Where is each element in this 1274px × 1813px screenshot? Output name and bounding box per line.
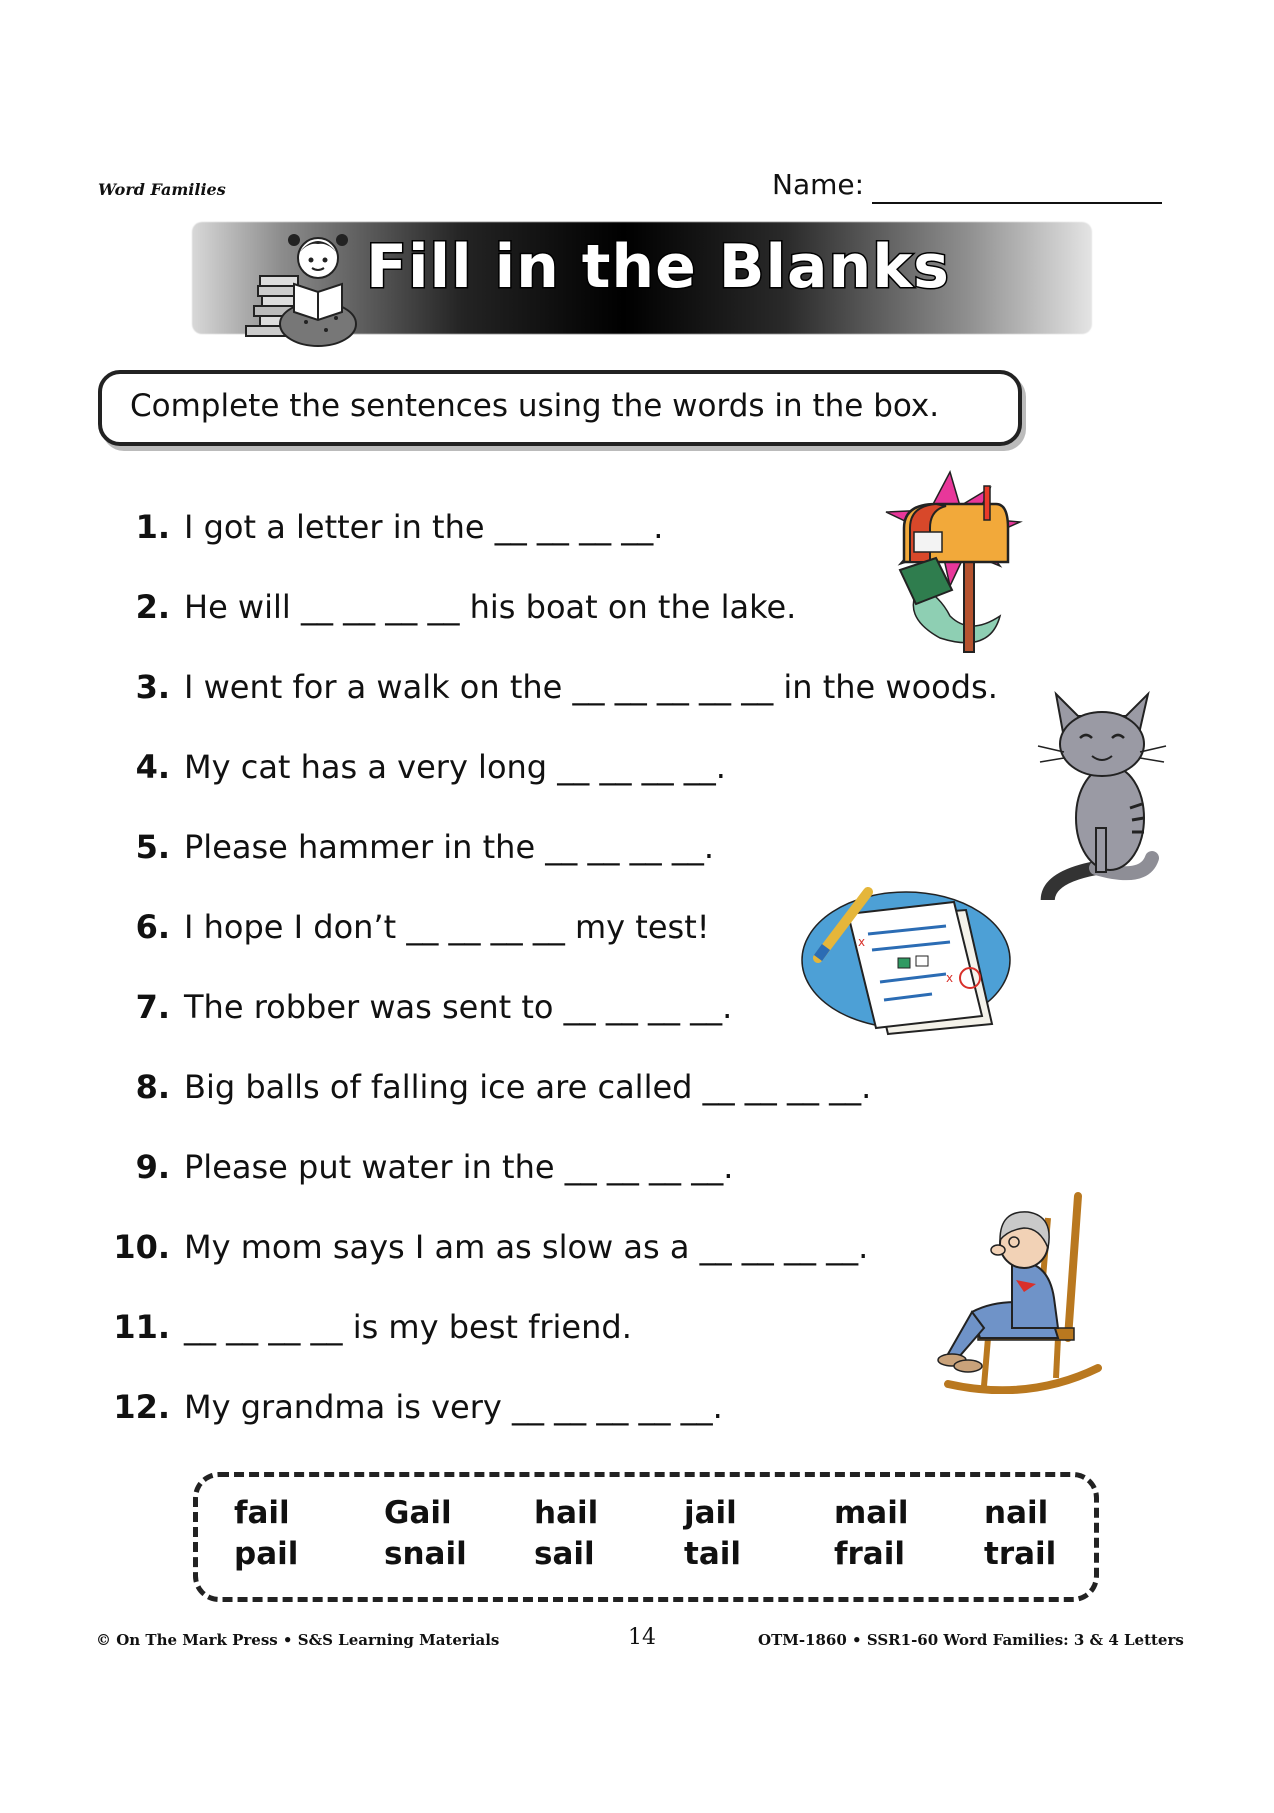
question-8 — [108, 1068, 871, 1106]
cat-illustration — [1034, 668, 1170, 900]
question-11 — [108, 1308, 632, 1346]
word-bank-word: hail — [534, 1495, 599, 1531]
word-bank-word: frail — [834, 1536, 905, 1572]
question-5 — [108, 828, 714, 866]
question-1 — [108, 508, 663, 546]
question-text: I went for a walk on the __ __ __ __ __ in the woods. — [184, 668, 998, 706]
reading-girl-illustration — [236, 214, 376, 350]
name-line — [872, 202, 1162, 204]
question-number: 3. — [135, 668, 170, 706]
page-number: 14 — [628, 1625, 656, 1650]
question-text: I got a letter in the __ __ __ __. — [184, 508, 664, 546]
word-bank-box — [193, 1472, 1099, 1602]
question-4 — [108, 748, 726, 786]
question-number: 6. — [135, 908, 170, 946]
question-number: 7. — [135, 988, 170, 1026]
question-text: He will __ __ __ __ his boat on the lake. — [184, 588, 797, 626]
word-bank-word: trail — [984, 1536, 1057, 1572]
word-bank-word: Gail — [384, 1495, 452, 1531]
word-bank-word: sail — [534, 1536, 595, 1572]
word-bank-word: jail — [684, 1495, 737, 1531]
question-number: 5. — [135, 828, 170, 866]
word-bank-word: tail — [684, 1536, 741, 1572]
svg-text:x: x — [858, 935, 866, 949]
question-text: Please put water in the __ __ __ __. — [184, 1148, 734, 1186]
question-number: 11. — [113, 1308, 170, 1346]
question-text: Please hammer in the __ __ __ __. — [184, 828, 714, 866]
question-6 — [108, 908, 710, 946]
svg-text:x: x — [946, 971, 954, 985]
word-bank-word: fail — [234, 1495, 290, 1531]
question-text: Big balls of falling ice are called __ __ __ __. — [184, 1068, 872, 1106]
word-bank-word: snail — [384, 1536, 467, 1572]
question-number: 2. — [135, 588, 170, 626]
question-text: My grandma is very __ __ __ __ __. — [184, 1388, 723, 1426]
question-number: 9. — [135, 1148, 170, 1186]
page-title: Fill in the Blanks — [366, 232, 950, 302]
footer-product-code: OTM-1860 • SSR1-60 Word Families: 3 & 4 Letters — [758, 1631, 1184, 1649]
instructions-text: Complete the sentences using the words in the box. — [130, 388, 940, 424]
subject-label: Word Families — [98, 180, 226, 199]
mailbox-illustration — [880, 466, 1030, 656]
question-number: 1. — [135, 508, 170, 546]
word-bank-word: nail — [984, 1495, 1049, 1531]
footer-publisher: © On The Mark Press • S&S Learning Materials — [96, 1631, 500, 1649]
question-2 — [108, 588, 796, 626]
name-label: Name: — [772, 168, 865, 201]
question-10 — [108, 1228, 868, 1266]
question-text: The robber was sent to __ __ __ __. — [184, 988, 733, 1026]
graded-test-illustration — [796, 878, 1016, 1038]
question-text: I hope I don’t __ __ __ __ my test! — [184, 908, 710, 946]
question-7 — [108, 988, 732, 1026]
question-number: 8. — [135, 1068, 170, 1106]
question-text: __ __ __ __ is my best friend. — [184, 1308, 632, 1346]
grandma-rocking-chair-illustration — [928, 1188, 1118, 1394]
word-bank-word: mail — [834, 1495, 909, 1531]
question-number: 4. — [135, 748, 170, 786]
question-9 — [108, 1148, 733, 1186]
question-text: My cat has a very long __ __ __ __. — [184, 748, 726, 786]
question-text: My mom says I am as slow as a __ __ __ __. — [184, 1228, 869, 1266]
question-number: 12. — [113, 1388, 170, 1426]
word-bank-word: pail — [234, 1536, 299, 1572]
question-12 — [108, 1388, 723, 1426]
question-number: 10. — [113, 1228, 170, 1266]
question-3 — [108, 668, 998, 706]
